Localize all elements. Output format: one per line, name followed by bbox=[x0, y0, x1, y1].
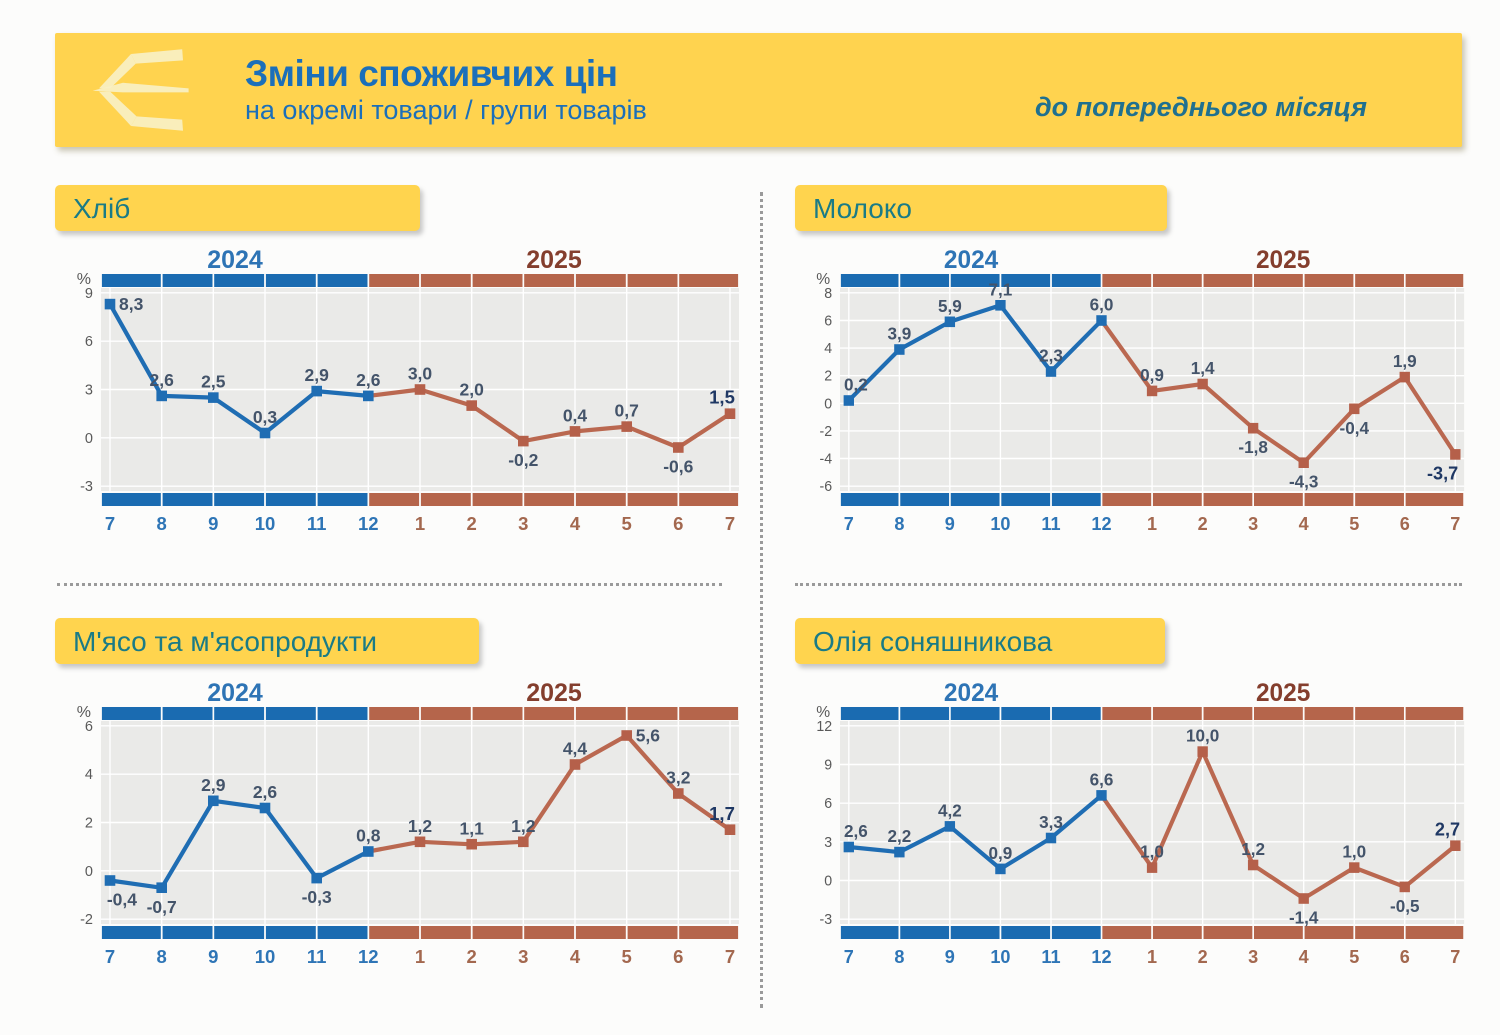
svg-text:2: 2 bbox=[466, 946, 477, 967]
year-label-2024: 2024 bbox=[943, 679, 999, 708]
svg-text:-0,2: -0,2 bbox=[508, 450, 539, 471]
svg-text:8,3: 8,3 bbox=[119, 294, 144, 315]
svg-text:-3: -3 bbox=[819, 912, 833, 929]
svg-text:6: 6 bbox=[673, 946, 684, 967]
svg-text:4: 4 bbox=[824, 340, 833, 358]
year-label-2024: 2024 bbox=[943, 246, 999, 275]
svg-text:8: 8 bbox=[894, 512, 905, 535]
svg-text:11: 11 bbox=[1041, 512, 1061, 535]
svg-text:1: 1 bbox=[1147, 945, 1158, 968]
year-label-2025: 2025 bbox=[526, 679, 582, 707]
svg-text:2,6: 2,6 bbox=[252, 782, 278, 802]
line-chart-svg bbox=[55, 677, 745, 977]
svg-text:1,4: 1,4 bbox=[1190, 357, 1215, 379]
svg-text:6: 6 bbox=[1399, 512, 1410, 535]
svg-text:6: 6 bbox=[1399, 945, 1410, 968]
svg-text:1,9: 1,9 bbox=[1392, 350, 1417, 372]
svg-text:1: 1 bbox=[414, 946, 426, 967]
svg-text:-0,4: -0,4 bbox=[1339, 417, 1370, 438]
page-title: Зміни споживчих цін bbox=[245, 53, 618, 95]
chart-title: Молоко bbox=[813, 193, 912, 224]
svg-text:3,0: 3,0 bbox=[407, 363, 433, 384]
svg-text:-3: -3 bbox=[80, 479, 93, 496]
chart-panel-meat bbox=[55, 618, 745, 977]
line-chart-svg bbox=[795, 244, 1470, 544]
svg-text:-1,4: -1,4 bbox=[1288, 907, 1319, 928]
svg-text:-0,7: -0,7 bbox=[146, 896, 177, 917]
svg-text:-3,7: -3,7 bbox=[1427, 462, 1459, 484]
svg-text:11: 11 bbox=[306, 946, 327, 967]
year-bar-top bbox=[841, 274, 1463, 287]
svg-text:1,2: 1,2 bbox=[511, 815, 536, 836]
svg-text:1,7: 1,7 bbox=[709, 802, 735, 824]
svg-text:7: 7 bbox=[724, 513, 736, 534]
svg-text:9: 9 bbox=[944, 512, 955, 535]
year-bar-top bbox=[102, 274, 738, 287]
svg-text:1,2: 1,2 bbox=[407, 815, 433, 836]
y-axis-unit: % bbox=[816, 270, 831, 289]
chart-title-tab bbox=[795, 185, 1167, 231]
divider-horizontal-dotted-left bbox=[57, 583, 722, 586]
x-axis-month-labels bbox=[844, 946, 1461, 967]
svg-text:3: 3 bbox=[518, 513, 529, 534]
svg-text:2,6: 2,6 bbox=[149, 369, 174, 390]
svg-text:6: 6 bbox=[84, 718, 93, 735]
svg-text:4: 4 bbox=[1298, 945, 1309, 968]
svg-text:2,2: 2,2 bbox=[887, 825, 912, 847]
svg-text:0: 0 bbox=[824, 396, 833, 413]
svg-text:2,7: 2,7 bbox=[1434, 818, 1461, 840]
svg-text:8: 8 bbox=[894, 945, 905, 968]
y-axis-unit: % bbox=[76, 271, 91, 288]
svg-text:9: 9 bbox=[944, 945, 955, 968]
svg-text:0: 0 bbox=[84, 863, 93, 880]
svg-text:-2: -2 bbox=[80, 912, 93, 929]
svg-text:4: 4 bbox=[569, 946, 581, 967]
svg-text:-4: -4 bbox=[819, 451, 833, 468]
sunflower-oil-line-chart bbox=[795, 677, 1470, 977]
year-bar-bottom bbox=[102, 493, 738, 506]
svg-text:1: 1 bbox=[1147, 512, 1158, 535]
svg-text:7: 7 bbox=[843, 512, 854, 535]
svg-text:5: 5 bbox=[1349, 945, 1360, 968]
svg-text:3: 3 bbox=[1248, 512, 1259, 535]
svg-text:12: 12 bbox=[1091, 945, 1112, 968]
svg-text:3: 3 bbox=[824, 834, 833, 851]
y-axis-ticks bbox=[820, 286, 833, 496]
y-axis-unit: % bbox=[76, 704, 91, 721]
svg-text:9: 9 bbox=[84, 285, 93, 302]
svg-text:2: 2 bbox=[466, 513, 477, 534]
svg-text:0: 0 bbox=[824, 873, 833, 890]
svg-text:2: 2 bbox=[824, 368, 833, 385]
year-label-2024: 2024 bbox=[207, 679, 263, 707]
svg-text:10: 10 bbox=[990, 945, 1011, 968]
svg-text:-2: -2 bbox=[819, 423, 833, 440]
y-axis-ticks bbox=[80, 286, 93, 495]
svg-text:-1,8: -1,8 bbox=[1238, 437, 1268, 458]
svg-text:12: 12 bbox=[1091, 512, 1112, 535]
svg-text:7: 7 bbox=[843, 945, 854, 968]
year-bar-bottom bbox=[841, 493, 1463, 506]
svg-text:-4,3: -4,3 bbox=[1288, 471, 1319, 492]
svg-text:4: 4 bbox=[1298, 512, 1309, 535]
divider-horizontal-dotted-right bbox=[795, 583, 1462, 586]
svg-text:-0,5: -0,5 bbox=[1390, 895, 1420, 916]
svg-text:8: 8 bbox=[156, 513, 167, 534]
year-label-2025: 2025 bbox=[526, 246, 582, 274]
svg-text:0,9: 0,9 bbox=[1140, 364, 1164, 385]
svg-text:7: 7 bbox=[1450, 945, 1461, 968]
year-bar-top bbox=[841, 707, 1463, 720]
chart-panel-milk bbox=[795, 185, 1470, 544]
chart-title-tab bbox=[795, 618, 1165, 664]
svg-text:3: 3 bbox=[1248, 945, 1259, 968]
svg-text:6: 6 bbox=[824, 796, 833, 813]
chart-title: Хліб bbox=[73, 193, 131, 224]
svg-text:3,3: 3,3 bbox=[1039, 811, 1063, 833]
svg-text:9: 9 bbox=[208, 946, 219, 967]
svg-text:0,4: 0,4 bbox=[562, 405, 588, 426]
svg-text:3: 3 bbox=[84, 382, 93, 399]
svg-text:1: 1 bbox=[414, 513, 426, 534]
chart-title: Олія соняшникова bbox=[813, 626, 1053, 657]
svg-text:6: 6 bbox=[824, 313, 833, 330]
svg-text:0,3: 0,3 bbox=[252, 407, 278, 427]
svg-text:7: 7 bbox=[724, 946, 736, 967]
svg-text:2: 2 bbox=[1197, 945, 1208, 968]
svg-text:8: 8 bbox=[156, 946, 167, 967]
line-chart-svg bbox=[795, 677, 1470, 977]
meat-line-chart bbox=[55, 677, 745, 977]
line-chart-svg bbox=[55, 244, 745, 544]
year-bar-bottom bbox=[841, 926, 1463, 939]
svg-text:10,0: 10,0 bbox=[1185, 725, 1220, 746]
svg-text:2,5: 2,5 bbox=[201, 371, 226, 392]
svg-text:0,7: 0,7 bbox=[614, 400, 639, 421]
svg-text:5,9: 5,9 bbox=[937, 295, 962, 316]
svg-text:1,2: 1,2 bbox=[1241, 838, 1266, 860]
svg-text:2,3: 2,3 bbox=[1039, 345, 1063, 366]
chart-title-tab bbox=[55, 185, 420, 231]
svg-text:2,9: 2,9 bbox=[201, 774, 226, 795]
svg-text:2,0: 2,0 bbox=[459, 379, 484, 400]
svg-text:-0,3: -0,3 bbox=[301, 887, 332, 908]
divider-vertical-dotted bbox=[760, 192, 763, 1008]
y-axis-ticks bbox=[816, 719, 832, 929]
svg-text:-6: -6 bbox=[819, 479, 833, 496]
chart-title: М'ясо та м'ясопродукти bbox=[73, 626, 378, 657]
svg-text:5: 5 bbox=[621, 946, 632, 967]
x-axis-month-labels bbox=[105, 513, 735, 534]
svg-text:1,1: 1,1 bbox=[459, 818, 484, 839]
svg-text:0,9: 0,9 bbox=[988, 842, 1013, 863]
svg-text:4: 4 bbox=[84, 767, 93, 784]
y-axis-ticks bbox=[80, 719, 93, 928]
svg-text:1,0: 1,0 bbox=[1140, 841, 1164, 862]
svg-text:7: 7 bbox=[1450, 512, 1461, 535]
year-label-2025: 2025 bbox=[1255, 679, 1311, 708]
svg-text:12: 12 bbox=[358, 513, 379, 534]
svg-text:6: 6 bbox=[84, 334, 93, 351]
svg-text:6: 6 bbox=[673, 513, 684, 534]
year-label-2025: 2025 bbox=[1255, 246, 1311, 275]
chart-panel-bread bbox=[55, 185, 745, 544]
chart-title-tab bbox=[55, 618, 479, 664]
svg-text:9: 9 bbox=[824, 757, 833, 774]
svg-text:10: 10 bbox=[254, 946, 276, 967]
header-band bbox=[55, 33, 1462, 147]
svg-text:12: 12 bbox=[816, 718, 833, 735]
x-axis-month-labels bbox=[105, 946, 735, 967]
svg-text:2,6: 2,6 bbox=[356, 369, 381, 390]
svg-text:-0,4: -0,4 bbox=[106, 889, 137, 910]
page-subtitle: на окремі товари / групи товарів bbox=[245, 95, 647, 126]
svg-text:3,9: 3,9 bbox=[887, 323, 912, 344]
svg-text:7: 7 bbox=[104, 946, 116, 967]
svg-text:4,4: 4,4 bbox=[562, 738, 588, 759]
svg-text:6,6: 6,6 bbox=[1089, 769, 1114, 790]
svg-text:4: 4 bbox=[569, 513, 581, 534]
svg-text:0,2: 0,2 bbox=[843, 374, 868, 395]
svg-text:6,0: 6,0 bbox=[1089, 294, 1114, 315]
svg-text:10: 10 bbox=[254, 513, 276, 534]
bread-line-chart bbox=[55, 244, 745, 544]
header-titles bbox=[245, 55, 647, 124]
svg-text:11: 11 bbox=[1041, 945, 1061, 968]
svg-text:2: 2 bbox=[84, 815, 93, 832]
svg-text:0,8: 0,8 bbox=[356, 825, 381, 846]
year-bar-top bbox=[102, 707, 738, 720]
svg-text:5: 5 bbox=[1349, 512, 1360, 535]
year-label-2024: 2024 bbox=[207, 246, 263, 274]
svg-text:1,5: 1,5 bbox=[709, 386, 735, 408]
svg-text:3: 3 bbox=[518, 946, 529, 967]
svg-text:-0,6: -0,6 bbox=[663, 456, 694, 477]
svg-text:4,2: 4,2 bbox=[937, 800, 962, 821]
svg-text:8: 8 bbox=[824, 285, 833, 302]
comparison-note: до попереднього місяця bbox=[1034, 91, 1367, 122]
svg-text:2: 2 bbox=[1197, 512, 1208, 535]
svg-text:7: 7 bbox=[104, 513, 116, 534]
svg-text:2,6: 2,6 bbox=[843, 820, 868, 842]
svg-text:1,0: 1,0 bbox=[1342, 841, 1367, 862]
svg-text:11: 11 bbox=[306, 513, 327, 534]
sigma-arrow-statistics-logo-icon bbox=[91, 44, 195, 136]
x-axis-month-labels bbox=[844, 513, 1461, 534]
svg-text:10: 10 bbox=[990, 512, 1011, 535]
svg-text:2,9: 2,9 bbox=[304, 365, 329, 386]
svg-text:0: 0 bbox=[84, 430, 93, 447]
svg-text:9: 9 bbox=[208, 513, 219, 534]
milk-line-chart bbox=[795, 244, 1470, 544]
svg-text:3,2: 3,2 bbox=[666, 767, 691, 788]
svg-text:5: 5 bbox=[621, 513, 632, 534]
svg-text:12: 12 bbox=[358, 946, 379, 967]
svg-text:7,1: 7,1 bbox=[988, 279, 1013, 300]
svg-text:5,6: 5,6 bbox=[635, 725, 661, 746]
y-axis-unit: % bbox=[816, 703, 831, 722]
chart-panel-sunflower-oil bbox=[795, 618, 1470, 977]
year-bar-bottom bbox=[102, 926, 738, 939]
